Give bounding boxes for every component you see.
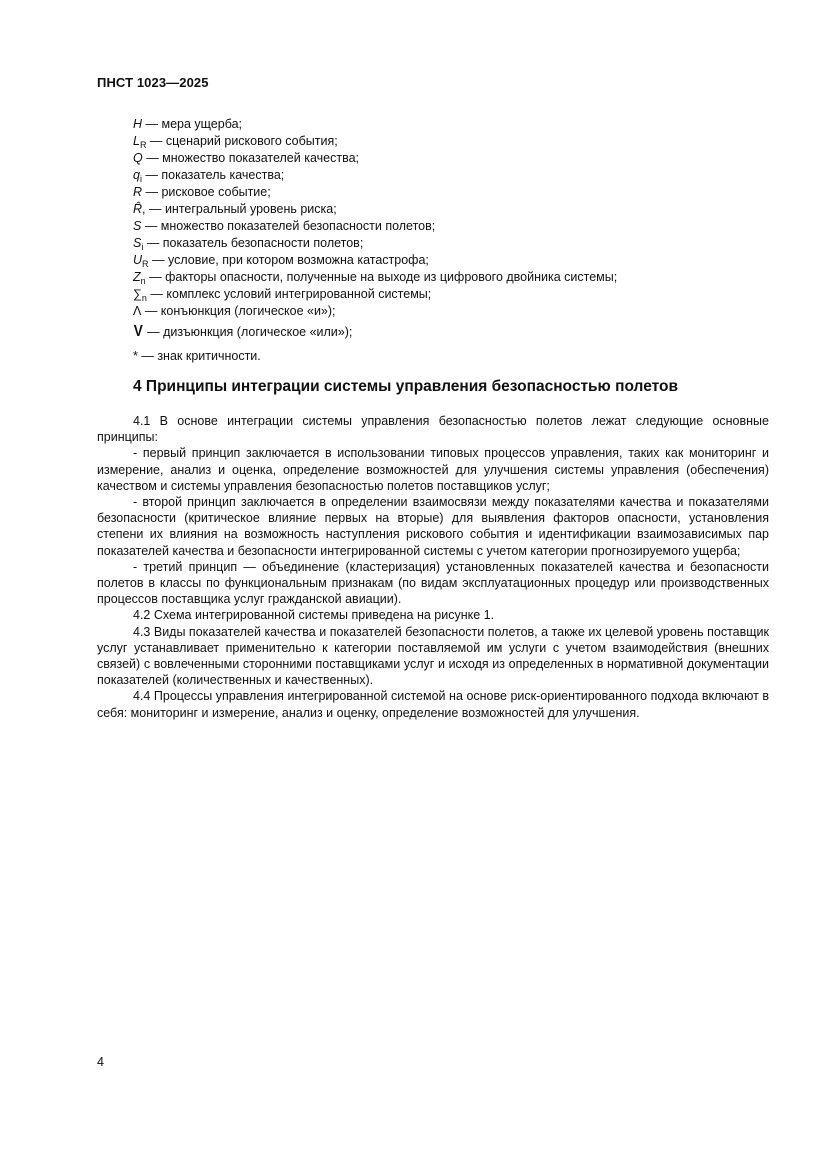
legend-item [133,116,753,133]
legend-text: — сценарий рискового события; [146,134,338,148]
legend-symbol: S [133,236,142,250]
legend-item [133,201,753,218]
paragraph: 4.2 Схема интегрированной системы приведена на рисунке 1. [133,608,495,623]
legend-symbol: * [133,349,138,363]
legend-item [133,218,753,235]
legend-item [133,184,753,201]
paragraph: 4.1 В основе интеграции системы управления безопасностью полетов лежат следующие основные принципы: [97,414,769,445]
legend-text: — мера ущерба; [142,117,242,131]
paragraph: - второй принцип заключается в определении взаимосвязи между показателями качества и показателями безопасности (критическое влияние первых на вторые) для выявления факторов опасности, установления степени их влияния на возможность наступления рискового события и идентификации взаимозависимых пар показателей качества и безопасности интегрированной системы с учетом категории прогнозируемого ущерба; [97,495,769,558]
page-number: 4 [97,1055,104,1069]
legend-symbol: V [133,323,143,340]
legend-subscript: n [140,276,146,286]
legend-symbol: Z [133,270,141,284]
legend-item [133,303,753,320]
legend-subscript: R [139,140,147,150]
legend-text: — дизъюнкция (логическое «или»); [143,325,353,339]
legend-symbol: U [133,253,143,267]
legend-item [133,133,753,150]
legend-symbol: H [133,117,143,131]
legend-subscript: n [141,293,147,303]
legend-symbol: Q [133,151,143,165]
legend-subscript: R [142,259,149,269]
legend-text: — показатель безопасности полетов; [143,236,364,250]
legend-text: , — интегральный уровень риска; [142,202,337,216]
legend-symbol: q [133,168,140,182]
legend-item [133,320,753,344]
legend-symbol: R [133,185,143,199]
legend-subscript: i [139,174,142,184]
legend-text: — знак критичности. [137,349,261,363]
legend-text: — комплекс условий интегрированной системы; [146,287,432,301]
legend-item [133,150,753,167]
legend-symbol: R̂ [133,202,143,216]
legend-text: — множество показателей безопасности полетов; [141,219,436,233]
legend-text: — конъюнкция (логическое «и»); [141,304,336,318]
section-title: 4 Принципы интеграции системы управления безопасностью полетов [133,378,678,395]
paragraph: 4.4 Процессы управления интегрированной системой на основе риск-ориентированного подхода включают в себя: мониторинг и измерение, анализ и оценку, определение возможностей для улучшения. [97,689,769,720]
paragraph: 4.3 Виды показателей качества и показателей безопасности полетов, а также их целевой уровень поставщик услуг устанавливает применительно к категории поставляемой им услуги с учетом взаимодействия (внешних связей) с вовлеченными сторонними поставщиками услуг и исходя из определенных в нормативной документации показателей (количественных и качественных). [97,624,769,688]
legend-text: — показатель качества; [141,168,285,182]
legend-text: — факторы опасности, полученные на выходе из цифрового двойника системы; [145,270,618,284]
legend-item [133,344,753,368]
legend-text: — условие, при котором возможна катастрофа; [148,253,429,267]
legend-item [133,252,753,269]
symbol-legend [133,116,753,368]
section-body [97,413,769,721]
legend-item [133,235,753,252]
legend-symbol: ∑ [133,287,142,301]
paragraph: - третий принцип — объединение (кластеризация) установленных показателей качества и безопасности полетов в классы по функциональным признакам (по видам эксплуатационных процедур или производственных процессов поставщика услуг гражданской авиации). [97,559,769,607]
legend-item [133,286,753,303]
legend-symbol: S [133,219,142,233]
legend-subscript: i [141,242,144,252]
legend-item [133,167,753,184]
legend-symbol: L [133,134,140,148]
legend-text: — рисковое событие; [142,185,271,199]
legend-symbol: Λ [133,304,142,318]
document-code: ПНСТ 1023—2025 [97,75,209,90]
legend-text: — множество показателей качества; [142,151,359,165]
paragraph: - первый принцип заключается в использовании типовых процессов управления, таких как мониторинг и измерение, анализ и оценка, определение возможностей для улучшения системы управления (обеспечения) качеством и системы управления безопасностью полетов поставщиков услуг; [97,446,769,493]
legend-item [133,269,753,286]
